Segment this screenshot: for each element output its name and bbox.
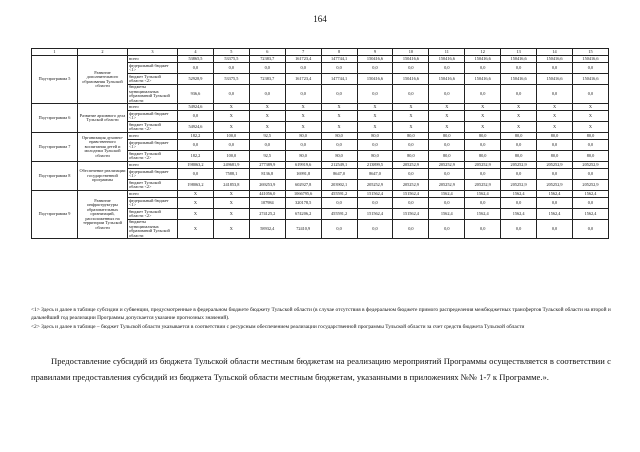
value-cell: 205252,9 [393, 162, 429, 169]
value-cell: 182,2 [178, 133, 214, 140]
value-cell: 80,0 [321, 151, 357, 162]
value-cell: X [213, 122, 249, 133]
value-cell: 0,0 [429, 220, 465, 239]
value-cell: 205252,9 [429, 180, 465, 191]
value-cell: 150416,6 [429, 74, 465, 85]
value-cell: 674206,2 [285, 209, 321, 220]
value-cell: 80,0 [572, 151, 608, 162]
value-cell: X [178, 191, 214, 198]
table-row [32, 191, 609, 198]
value-cell: 150416,6 [393, 56, 429, 63]
value-cell: X [213, 220, 249, 239]
value-cell: 53375,5 [213, 56, 249, 63]
value-cell: 1066795,6 [285, 191, 321, 198]
value-cell: X [178, 220, 214, 239]
header-number-cell: 1 [32, 49, 78, 56]
value-cell: 0,0 [357, 140, 393, 151]
value-cell: 1562,4 [537, 191, 573, 198]
value-cell: X [285, 111, 321, 122]
value-cell: 147744,1 [321, 74, 357, 85]
value-cell: 53375,5 [213, 74, 249, 85]
value-cell: 80,0 [501, 151, 537, 162]
value-cell: 205252,9 [429, 162, 465, 169]
value-cell: 0,0 [285, 85, 321, 104]
value-cell: 0,0 [393, 169, 429, 180]
funding-source-cell: бюджет Тульской области <2> [128, 122, 178, 133]
value-cell: X [213, 104, 249, 111]
value-cell: 0,0 [429, 63, 465, 74]
value-cell: 198063,2 [178, 180, 214, 191]
value-cell: 1562,4 [465, 191, 501, 198]
value-cell: X [249, 122, 285, 133]
value-cell: 150416,6 [357, 56, 393, 63]
value-cell: 80,0 [357, 133, 393, 140]
value-cell: 0,0 [572, 85, 608, 104]
value-cell: 455591,2 [321, 209, 357, 220]
funding-source-cell: всего [128, 191, 178, 198]
value-cell: X [249, 111, 285, 122]
value-cell: 0,0 [537, 198, 573, 209]
value-cell: 150416,6 [501, 74, 537, 85]
table-row [32, 133, 609, 140]
value-cell: 1562,4 [501, 191, 537, 198]
value-cell: 0,0 [465, 140, 501, 151]
header-number-cell: 10 [393, 49, 429, 56]
value-cell: 205252,9 [357, 180, 393, 191]
value-cell: 441056,0 [249, 191, 285, 198]
value-cell: 0,0 [393, 220, 429, 239]
value-cell: 0,0 [213, 63, 249, 74]
value-cell: X [429, 111, 465, 122]
value-cell: 0,0 [393, 198, 429, 209]
value-cell: 0,0 [465, 220, 501, 239]
value-cell: X [178, 209, 214, 220]
value-cell: 0,0 [429, 140, 465, 151]
value-cell: 150416,6 [465, 74, 501, 85]
value-cell: 107984 [249, 198, 285, 209]
header-number-cell: 7 [285, 49, 321, 56]
value-cell: 0,0 [572, 169, 608, 180]
header-number-cell: 4 [178, 49, 214, 56]
value-cell: X [537, 111, 573, 122]
value-cell: 80,0 [321, 133, 357, 140]
value-cell: 0,0 [357, 198, 393, 209]
value-cell: 0,0 [465, 85, 501, 104]
value-cell: 0,0 [572, 140, 608, 151]
value-cell: 0,0 [537, 220, 573, 239]
value-cell: 0,0 [572, 198, 608, 209]
value-cell: 150416,6 [537, 74, 573, 85]
value-cell: X [321, 111, 357, 122]
value-cell: 0,0 [321, 220, 357, 239]
value-cell: 72410,9 [285, 220, 321, 239]
value-cell: X [537, 104, 573, 111]
value-cell: 150416,6 [537, 56, 573, 63]
value-cell: 80,0 [465, 133, 501, 140]
value-cell: 0,0 [501, 198, 537, 209]
header-number-cell: 13 [501, 49, 537, 56]
value-cell: 150416,6 [572, 74, 608, 85]
value-cell: 54924,6 [178, 104, 214, 111]
header-number-cell: 15 [572, 49, 608, 56]
funding-source-cell: всего [128, 133, 178, 140]
value-cell: 151562,4 [357, 191, 393, 198]
value-cell: 0,0 [501, 169, 537, 180]
value-cell: X [501, 122, 537, 133]
value-cell: 16991,8 [285, 169, 321, 180]
value-cell: 1562,4 [465, 209, 501, 220]
value-cell: 0,0 [178, 169, 214, 180]
value-cell: 161723,4 [285, 56, 321, 63]
value-cell: 205252,9 [465, 162, 501, 169]
value-cell: 0,0 [357, 85, 393, 104]
value-cell: 212549,1 [321, 162, 357, 169]
value-cell: 0,0 [285, 63, 321, 74]
value-cell: 1562,4 [429, 191, 465, 198]
funding-source-cell: всего [128, 104, 178, 111]
value-cell: 455591,2 [321, 191, 357, 198]
value-cell: 92,5 [249, 133, 285, 140]
value-cell: 80,0 [357, 151, 393, 162]
value-cell: X [321, 104, 357, 111]
value-cell: 1562,4 [429, 209, 465, 220]
header-number-cell: 8 [321, 49, 357, 56]
value-cell: X [572, 104, 608, 111]
measure-cell: Обеспечение реализации государственной программы [78, 162, 128, 191]
value-cell: 150416,6 [501, 56, 537, 63]
value-cell: 53865,5 [178, 56, 214, 63]
value-cell: 274125,2 [249, 209, 285, 220]
value-cell: 0,0 [465, 198, 501, 209]
value-cell: 320178,5 [285, 198, 321, 209]
value-cell: 0,0 [429, 198, 465, 209]
value-cell: 8647,0 [357, 169, 393, 180]
funding-source-cell: федеральный бюджет <1> [128, 140, 178, 151]
funding-source-cell: бюджет Тульской области <2> [128, 151, 178, 162]
funding-source-cell: федеральный бюджет <1> [128, 198, 178, 209]
value-cell: 0,0 [537, 63, 573, 74]
value-cell: 205252,9 [465, 180, 501, 191]
table-row [32, 56, 609, 63]
value-cell: X [213, 191, 249, 198]
value-cell: 1562,4 [572, 191, 608, 198]
value-cell: 150416,6 [357, 74, 393, 85]
value-cell: 80,0 [465, 151, 501, 162]
value-cell: 80,0 [285, 133, 321, 140]
table-header-row [32, 49, 609, 56]
value-cell: 1562,4 [501, 209, 537, 220]
value-cell: 602927,8 [285, 180, 321, 191]
value-cell: 0,0 [357, 220, 393, 239]
value-cell: 0,0 [501, 140, 537, 151]
value-cell: X [393, 111, 429, 122]
value-cell: X [501, 111, 537, 122]
header-number-cell: 2 [78, 49, 128, 56]
value-cell: 0,0 [501, 85, 537, 104]
value-cell: 213899,5 [357, 162, 393, 169]
funding-source-cell: федеральный бюджет <1> [128, 169, 178, 180]
value-cell: 241853,8 [213, 180, 249, 191]
value-cell: 54924,6 [178, 122, 214, 133]
measure-cell: Развитие дополнительного образования Тульской области [78, 56, 128, 104]
value-cell: 205252,9 [393, 180, 429, 191]
value-cell: X [572, 111, 608, 122]
value-cell: 0,0 [393, 85, 429, 104]
value-cell: 0,0 [357, 63, 393, 74]
value-cell: 0,0 [393, 63, 429, 74]
value-cell: 92,5 [249, 151, 285, 162]
value-cell: 100,0 [213, 133, 249, 140]
header-number-cell: 9 [357, 49, 393, 56]
value-cell: 150416,6 [429, 56, 465, 63]
value-cell: X [213, 198, 249, 209]
header-number-cell: 6 [249, 49, 285, 56]
value-cell: 80,0 [572, 133, 608, 140]
value-cell: 0,0 [178, 111, 214, 122]
value-cell: 182,2 [178, 151, 214, 162]
footnote-1: <1> Здесь и далее в таблице субсидии и субвенции, предусмотренные в федеральном бюджете бюджету Тульской области (в случае отсутствия в федеральном бюджете примого распределения межбюджетных трансфертов Тульской области на второй и дальнейший год реализации Программы допускается указание прогнозных значений). [31, 307, 611, 322]
table-row [32, 162, 609, 169]
footnotes [31, 306, 611, 331]
header-number-cell: 12 [465, 49, 501, 56]
value-cell: X [537, 122, 573, 133]
value-cell: 0,0 [249, 63, 285, 74]
value-cell: 72383,7 [249, 56, 285, 63]
value-cell: 150416,6 [393, 74, 429, 85]
value-cell: 0,0 [501, 220, 537, 239]
value-cell: 0,0 [537, 140, 573, 151]
value-cell: 0,0 [321, 63, 357, 74]
value-cell: X [178, 198, 214, 209]
value-cell: 8136,8 [249, 169, 285, 180]
value-cell: 0,0 [249, 85, 285, 104]
value-cell: 0,0 [213, 140, 249, 151]
subprogram-cell: Под-программа 5 [32, 56, 78, 104]
value-cell: X [501, 104, 537, 111]
funding-source-cell: всего [128, 56, 178, 63]
value-cell: X [249, 104, 285, 111]
value-cell: X [393, 104, 429, 111]
funding-source-cell: федеральный бюджет <1> [128, 111, 178, 122]
value-cell: 205252,9 [572, 180, 608, 191]
value-cell: 1562,4 [537, 209, 573, 220]
value-cell: X [572, 122, 608, 133]
funding-source-cell: бюджет Тульской области <2> [128, 209, 178, 220]
measure-cell: Развитие инфраструктуры образовательных организаций, расположенных на территории Тульской области [78, 191, 128, 239]
measure-cell: Организация духовно-нравственного воспитания детей и молодежи Тульской области [78, 133, 128, 162]
value-cell: 0,0 [465, 169, 501, 180]
value-cell: 100,0 [213, 151, 249, 162]
value-cell: 80,0 [537, 133, 573, 140]
funding-source-cell: бюджеты муниципальных образований Тульской области [128, 220, 178, 239]
value-cell: 0,0 [285, 140, 321, 151]
value-cell: 205252,9 [537, 162, 573, 169]
value-cell: 80,0 [285, 151, 321, 162]
value-cell: 198063,2 [178, 162, 214, 169]
subprogram-cell: Под-программа 6 [32, 104, 78, 133]
value-cell: 0,0 [321, 198, 357, 209]
value-cell: X [213, 209, 249, 220]
value-cell: X [393, 122, 429, 133]
funding-source-cell: бюджет Тульской области <2> [128, 180, 178, 191]
value-cell: 0,0 [213, 85, 249, 104]
header-number-cell: 11 [429, 49, 465, 56]
funding-source-cell: бюджет Тульской области <2> [128, 74, 178, 85]
funding-source-cell: всего [128, 162, 178, 169]
value-cell: 150416,6 [572, 56, 608, 63]
value-cell: 8647,0 [321, 169, 357, 180]
value-cell: 151562,4 [393, 209, 429, 220]
value-cell: X [321, 122, 357, 133]
value-cell: X [465, 104, 501, 111]
value-cell: 0,0 [178, 63, 214, 74]
value-cell: 7588,1 [213, 169, 249, 180]
value-cell: 0,0 [465, 63, 501, 74]
measure-cell: Развитие архивного дела Тульской области [78, 104, 128, 133]
value-cell: 269253,9 [249, 180, 285, 191]
value-cell: 0,0 [321, 140, 357, 151]
table-row [32, 104, 609, 111]
value-cell: 205252,9 [537, 180, 573, 191]
value-cell: 0,0 [572, 63, 608, 74]
value-cell: 151562,4 [393, 191, 429, 198]
page-number: 164 [313, 14, 327, 24]
value-cell: 619919,6 [285, 162, 321, 169]
value-cell: 0,0 [429, 85, 465, 104]
value-cell: 0,0 [537, 169, 573, 180]
value-cell: 205252,9 [572, 162, 608, 169]
subprogram-cell: Под-программа 7 [32, 133, 78, 162]
header-number-cell: 14 [537, 49, 573, 56]
value-cell: 58932,4 [249, 220, 285, 239]
funding-source-cell: федеральный бюджет <1> [128, 63, 178, 74]
value-cell: X [357, 111, 393, 122]
value-cell: X [465, 111, 501, 122]
budget-table-body [32, 49, 609, 239]
value-cell: 80,0 [393, 133, 429, 140]
value-cell: 151562,4 [357, 209, 393, 220]
value-cell: 0,0 [393, 140, 429, 151]
value-cell: X [357, 104, 393, 111]
value-cell: 80,0 [501, 133, 537, 140]
value-cell: 80,0 [393, 151, 429, 162]
value-cell: 147744,1 [321, 56, 357, 63]
header-number-cell: 5 [213, 49, 249, 56]
value-cell: 205252,9 [501, 162, 537, 169]
value-cell: 161723,4 [285, 74, 321, 85]
value-cell: X [285, 122, 321, 133]
value-cell: 0,0 [429, 169, 465, 180]
footnote-2: <2> Здесь и далее в таблице – бюджет Тульской области указывается в соответствии с ресурсным обеспечением реализации государственной программы Тульской области за счет средств бюджета Тульской области [31, 323, 525, 330]
value-cell: 52928,9 [178, 74, 214, 85]
value-cell: 80,0 [429, 133, 465, 140]
budget-table [31, 48, 609, 239]
value-cell: 0,0 [178, 140, 214, 151]
funding-source-cell: бюджеты муниципальных образований Тульской области [128, 85, 178, 104]
value-cell: 0,0 [572, 220, 608, 239]
value-cell: 1562,4 [572, 209, 608, 220]
value-cell: 80,0 [429, 151, 465, 162]
value-cell: 249681,9 [213, 162, 249, 169]
subprogram-cell: Под-программа 9 [32, 191, 78, 239]
value-cell: X [357, 122, 393, 133]
header-number-cell: 3 [128, 49, 178, 56]
value-cell: 150416,6 [465, 56, 501, 63]
value-cell: 277389,9 [249, 162, 285, 169]
value-cell: 203902,1 [321, 180, 357, 191]
value-cell: 0,0 [321, 85, 357, 104]
closing-paragraph: Предоставление субсидий из бюджета Тульской области местным бюджетам на реализацию мероприятий Программы осуществляется в соответствии с правилами предоставления субсидий из бюджета Тульской области местным бюджетам, указанными в приложениях №№ 1-7 к Программе.». [31, 356, 611, 382]
value-cell: X [465, 122, 501, 133]
value-cell: X [429, 104, 465, 111]
value-cell: X [213, 111, 249, 122]
value-cell: X [285, 104, 321, 111]
value-cell: 0,0 [537, 85, 573, 104]
value-cell: X [429, 122, 465, 133]
value-cell: 205252,9 [501, 180, 537, 191]
value-cell: 72383,7 [249, 74, 285, 85]
value-cell: 936,6 [178, 85, 214, 104]
subprogram-cell: Под-программа 8 [32, 162, 78, 191]
value-cell: 0,0 [501, 63, 537, 74]
value-cell: 80,0 [537, 151, 573, 162]
value-cell: 0,0 [249, 140, 285, 151]
